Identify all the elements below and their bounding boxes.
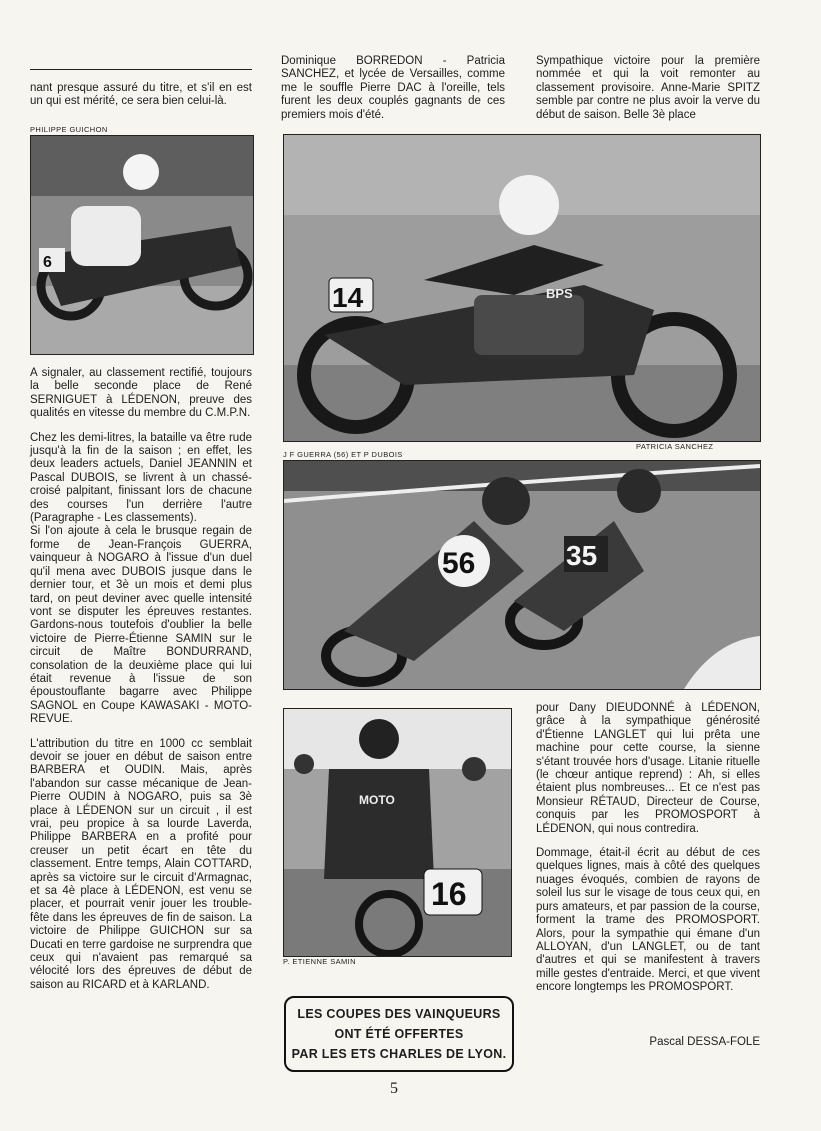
photo-credit-samin: P. ETIENNE SAMIN bbox=[283, 957, 356, 966]
photo-samin-portrait bbox=[283, 708, 512, 957]
col1-intro-paragraph: nant presque assuré du titre, et s'il en est un qui est mérité, ce sera bien celui-là. bbox=[30, 82, 252, 108]
author-signature: Pascal DESSA-FOLE bbox=[649, 1036, 760, 1048]
bike-number-56: 56 bbox=[442, 547, 476, 580]
svg-text:6: 6 bbox=[43, 254, 52, 271]
photo-guerra-dubois-duel bbox=[283, 460, 761, 690]
sponsor-line-1: LES COUPES DES VAINQUEURS bbox=[297, 1007, 501, 1021]
col1-paragraph-2: Chez les demi-litres, la bataille va être rude jusqu'à la fin de la saison ; en effet, les deux leaders actuels, Daniel JEANNIN et Pascal DUBOIS, se livrent à un chassé-croisé palpitant, finissant lors de chacune des courses l'un derrière l'autre (Paragraphe - Les classements). bbox=[30, 431, 252, 525]
col3-paragraph-1: pour Dany DIEUDONNÉ à LÉDENON, grâce à la sympathique générosité d'Étienne LANGLET qui lui prêta une machine pour cette course, la sienne s'étant trouvée hors d'usage. Litanie rituelle (le chœur antique reprend) : Ah, si elles étaient plus nombreuses... Et ce n'est pas Monsieur RÉTAUD, Directeur de Course, conquis par les PROMOSPORT à LÉDENON, qui nous contredira. bbox=[536, 702, 760, 835]
photo-sanchez-bps bbox=[283, 134, 761, 442]
col1-paragraph-4: L'attribution du titre en 1000 cc semblait devoir se jouer en début de saison entre BARBERA et OUDIN. Mais, après l'abandon sur casse mécanique de Jean-Pierre OUDIN à NOGARO, puis sa 3è place à LÉDENON sur un circuit , il est vrai, peu propice à sa lourde Laverda, Philippe BARBERA en a profité pour creuser un petit écart en tête du classement. Entre temps, Alain COTTARD, après sa victoire sur le circuit d'Armagnac, et sa 4è place à LÉDENON, est venu se placer, et pourrait venir jouer les trouble-fête dans les épreuves de fin de saison. La victoire de Philippe GUICHON sur sa Ducati en terre gardoise ne surprendra que ceux qui n'avaient pas remarqué sa vélocité lors des épreuves de début de saison au RICARD et à KARLAND. bbox=[30, 737, 252, 991]
bike-number-14: 14 bbox=[332, 282, 364, 313]
column1-body bbox=[30, 367, 252, 992]
col1-paragraph-3: Si l'on ajoute à cela le brusque regain de forme de Jean-François GUERRA, vainqueur à NOGARO à l'issue d'un duel qu'il mena avec DUBOIS jusque dans le dernier tour, et 3è un mois et demi plus tard, on peut deviner avec quelle intensité vont se disputer les épreuves restantes. Gardons-nous toutefois d'oublier la belle victoire de Pierre-Étienne SAMIN sur le circuit de Maître BONDURRAND, consolation de la deuxième place qui lui était revenue à l'issue de son époustouflante bagarre avec Philippe SAGNOL en Coupe KAWASAKI - MOTO-REVUE. bbox=[30, 525, 252, 726]
page-number: 5 bbox=[390, 1080, 398, 1097]
sponsor-line-2: ONT ÉTÉ OFFERTES bbox=[334, 1027, 464, 1041]
bike-number-35: 35 bbox=[566, 540, 598, 571]
col1-paragraph-1: A signaler, au classement rectifié, toujours la belle seconde place de René SERNIGUET à LÉDENON, preuve des qualités en vitesse du membre du C.M.P.N. bbox=[30, 367, 252, 420]
jacket-lettering-icon: MOTO bbox=[359, 793, 395, 807]
column1-top-text bbox=[30, 82, 252, 109]
col3-intro-paragraph: Sympathique victoire pour la première nommée et qui la voit remonter au classement provisoire. Anne-Marie SPITZ semble par contre ne plus avoir la verve du début de saison. Belle 3è place bbox=[536, 55, 760, 121]
photo-credit-sanchez: PATRICIA SANCHEZ bbox=[636, 442, 714, 451]
column3-top-text bbox=[536, 55, 760, 122]
photo-credit-guerra-dubois: J F GUERRA (56) ET P DUBOIS bbox=[283, 450, 403, 459]
bike-brand-label: BPS bbox=[546, 286, 573, 301]
col2-intro-paragraph: Dominique BORREDON - Patricia SANCHEZ, et lycée de Versailles, comme me le souffle Pierre DAC à l'oreille, tels furent les deux couplés gagnants de ces premiers mois d'été. bbox=[281, 55, 505, 121]
sponsor-line-3: PAR LES ETS CHARLES DE LYON. bbox=[291, 1047, 507, 1061]
column3-body bbox=[536, 702, 760, 995]
column-divider-rule bbox=[30, 69, 252, 70]
photo-guichon-ducati bbox=[30, 135, 254, 355]
photo-credit-guichon: PHILIPPE GUICHON bbox=[30, 125, 108, 134]
sponsor-notice-box bbox=[284, 996, 514, 1072]
column2-top-text bbox=[281, 55, 505, 122]
col3-paragraph-2: Dommage, était-il écrit au début de ces quelques lignes, mais à côté des quelques nuages évoqués, combien de rayons de soleil lus sur le visage de tous ceux qui, en purs amateurs, et par passion de la course, forment la trame des PROMOSPORT. Alors, pour la sympathie qui émane d'un ALLOYAN, d'un LANGLET, ou de tant d'autres et qui se manifestent à travers mille gestes d'entraide. Merci, et que vivent encore longtemps les PROMOSPORT. bbox=[536, 847, 760, 994]
bike-number-16: 16 bbox=[431, 876, 467, 912]
